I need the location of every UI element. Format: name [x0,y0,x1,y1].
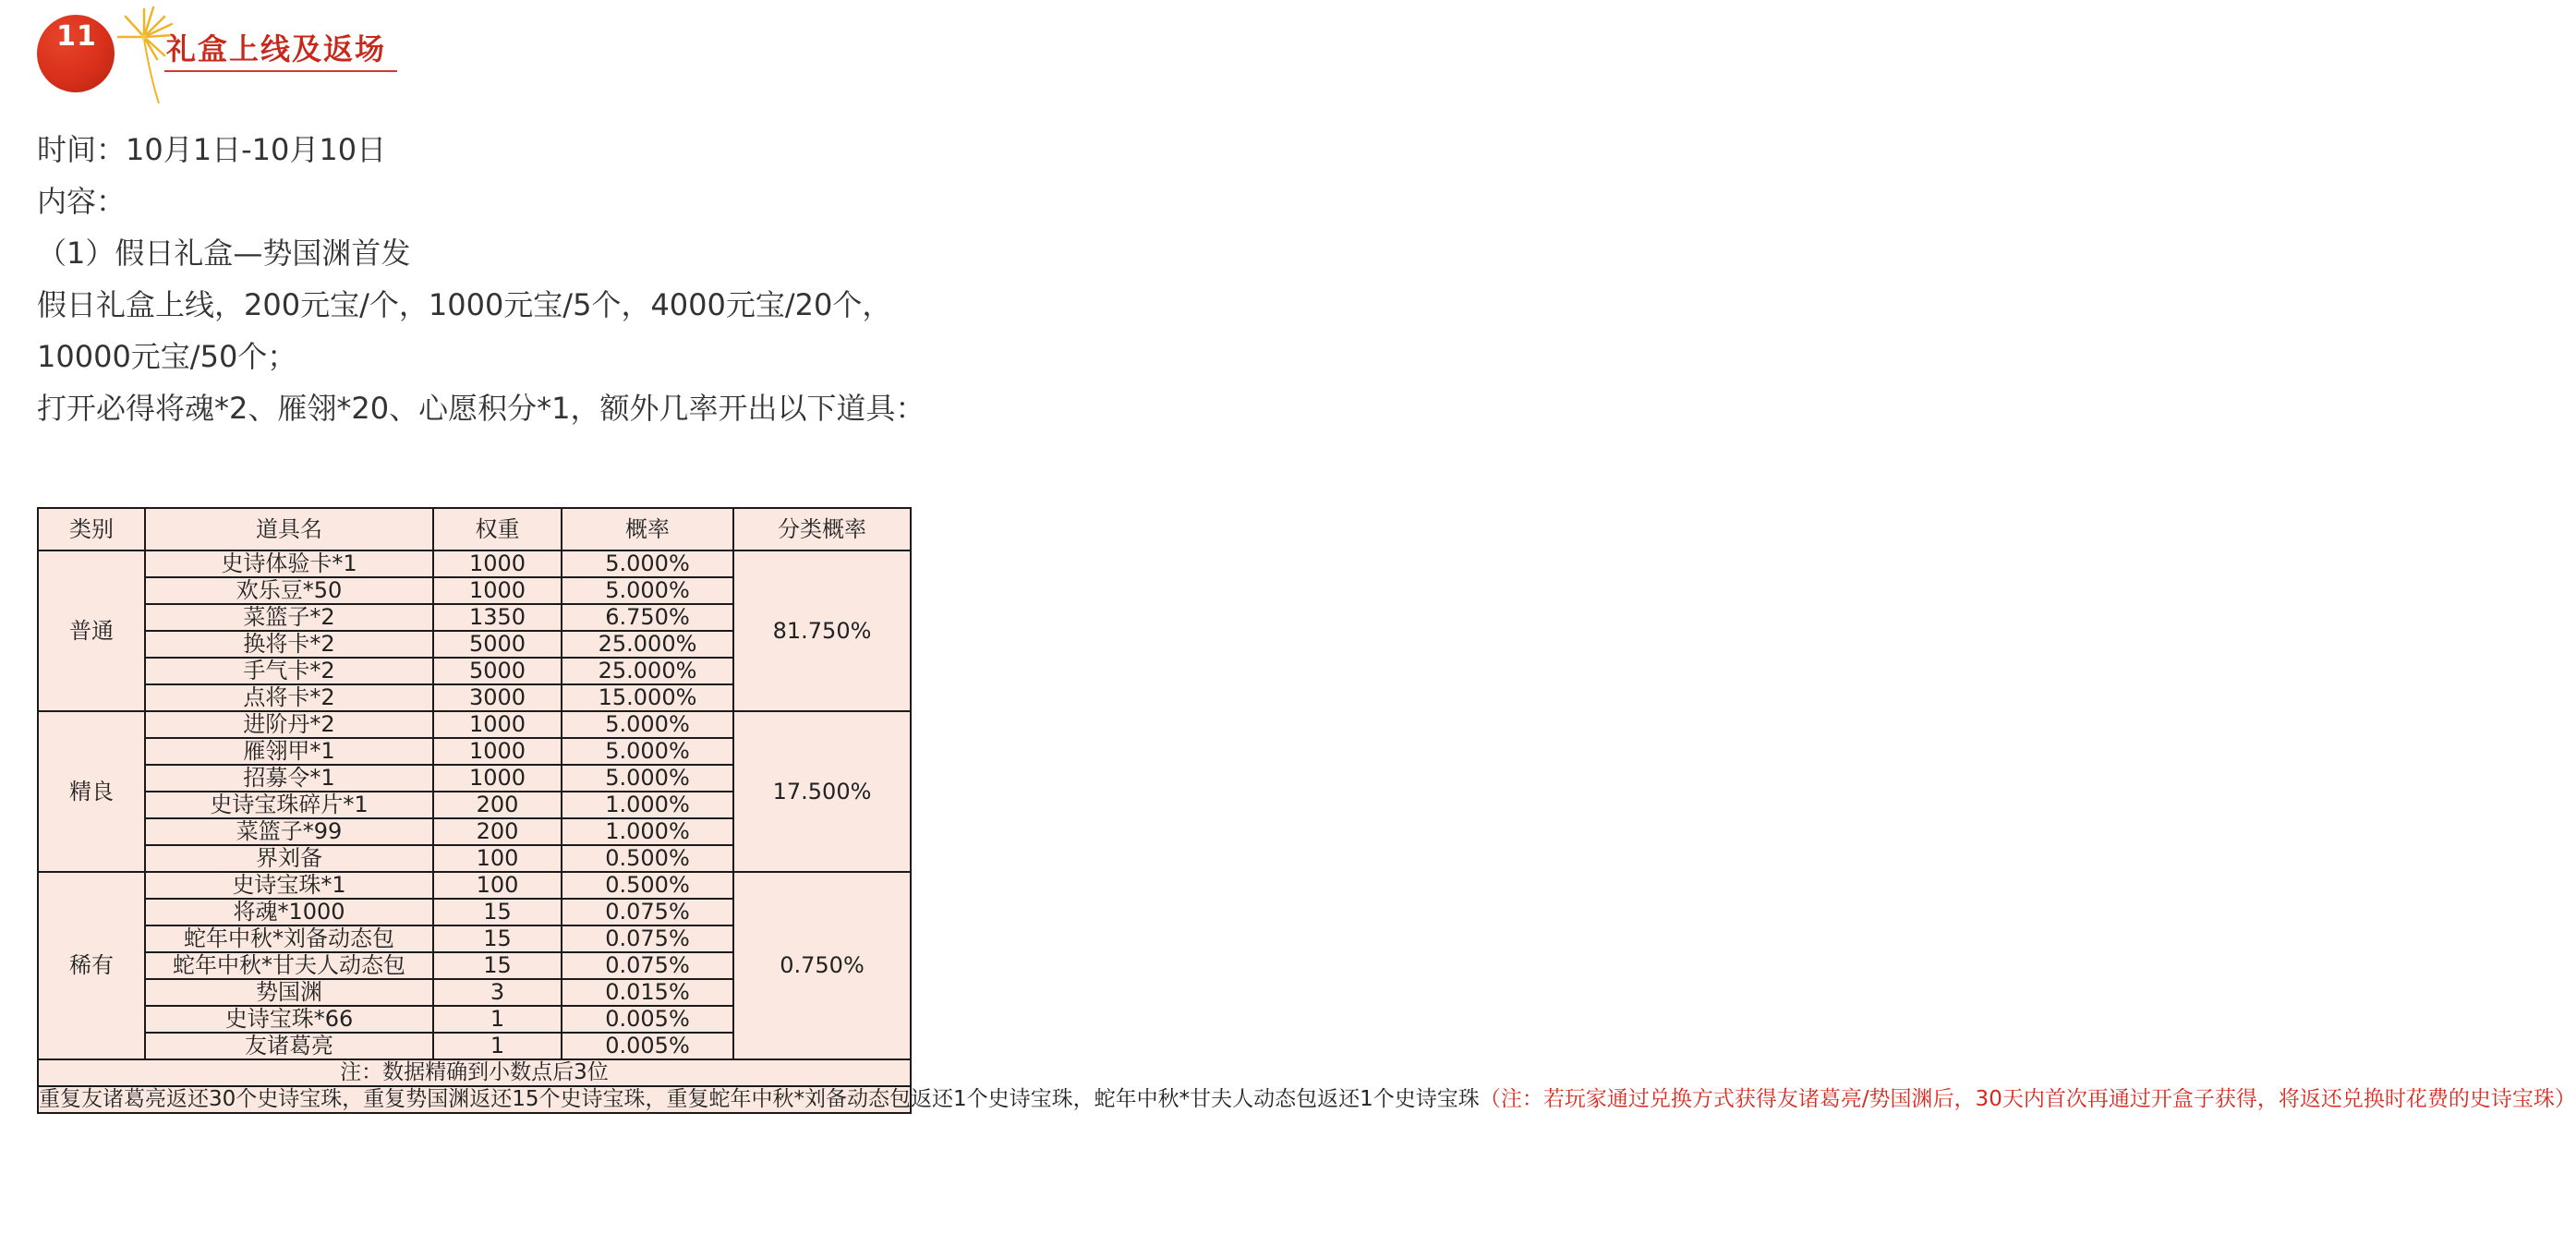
item-name: 点将卡*2 [145,684,433,711]
item-name: 蛇年中秋*刘备动态包 [145,925,433,952]
item-weight: 1000 [433,577,562,604]
item-rate: 5.000% [562,577,733,604]
table-row [38,711,911,738]
item-name: 史诗体验卡*1 [145,550,433,577]
item-name: 招募令*1 [145,765,433,792]
category-cell: 普通 [38,550,145,711]
item-name: 欢乐豆*50 [145,577,433,604]
table-row [38,550,911,577]
item-weight: 1000 [433,765,562,792]
category-rate-cell: 81.750% [733,550,911,711]
item-rate: 25.000% [562,658,733,684]
item-name: 进阶丹*2 [145,711,433,738]
item-rate: 25.000% [562,631,733,658]
table-note-row [38,1059,911,1086]
return-text: 重复友诸葛亮返还30个史诗宝珠，重复势国渊返还15个史诗宝珠，重复蛇年中秋*刘备动态包返还1个史诗宝珠，蛇年中秋*甘夫人动态包返还1个史诗宝珠 [39,1087,1480,1111]
item-weight: 1 [433,1033,562,1059]
item-rate: 1.000% [562,792,733,818]
table-row [38,872,911,899]
item-name: 将魂*1000 [145,899,433,925]
item-name: 史诗宝珠*1 [145,872,433,899]
item-rate: 5.000% [562,765,733,792]
item-rate: 0.005% [562,1033,733,1059]
item-name: 雁翎甲*1 [145,738,433,765]
header-rate: 概率 [562,508,733,550]
item-rate: 5.000% [562,550,733,577]
item-weight: 3 [433,979,562,1006]
category-rate-cell: 17.500% [733,711,911,872]
content-label: 内容： [37,184,127,219]
item-weight: 1000 [433,738,562,765]
section-title: 礼盒上线及返场 [166,31,387,67]
item-weight: 200 [433,792,562,818]
item-name: 界刘备 [145,845,433,872]
header-category-rate: 分类概率 [733,508,911,550]
item-weight: 1350 [433,604,562,631]
drop-rate-table-wrapper [37,507,2576,1114]
item-weight: 15 [433,925,562,952]
section-number: 11 [56,20,97,53]
item-weight: 3000 [433,684,562,711]
item-rate: 0.005% [562,1006,733,1033]
subsection-title: （1）假日礼盒—势国渊首发 [37,236,411,271]
item-weight: 100 [433,872,562,899]
item-weight: 5000 [433,631,562,658]
category-cell: 稀有 [38,872,145,1059]
item-rate: 5.000% [562,738,733,765]
item-rate: 6.750% [562,604,733,631]
table-return-row [38,1086,911,1113]
title-underline [164,70,397,72]
price-paragraph: 假日礼盒上线，200元宝/个，1000元宝/5个，4000元宝/20个，10000元宝/50个； [37,287,892,374]
item-weight: 1 [433,1006,562,1033]
return-rules [38,1086,2576,1113]
item-name: 史诗宝珠碎片*1 [145,792,433,818]
table-header-row [38,508,911,550]
reward-paragraph: 打开必得将魂*2、雁翎*20、心愿积分*1，额外几率开出以下道具： [37,391,925,426]
item-name: 菜篮子*99 [145,818,433,845]
item-rate: 0.015% [562,979,733,1006]
item-name: 友诸葛亮 [145,1033,433,1059]
item-name: 势国渊 [145,979,433,1006]
item-name: 蛇年中秋*甘夫人动态包 [145,952,433,979]
item-weight: 1000 [433,711,562,738]
event-description [37,124,937,434]
item-rate: 1.000% [562,818,733,845]
precision-note: 注：数据精确到小数点后3位 [38,1059,911,1086]
drop-rate-table [37,507,2576,1114]
item-rate: 0.075% [562,899,733,925]
item-weight: 5000 [433,658,562,684]
return-note: （注：若玩家通过兑换方式获得友诸葛亮/势国渊后，30天内首次再通过开盒子获得，将返还兑换时花费的史诗宝珠） [1479,1087,2576,1111]
item-rate: 5.000% [562,711,733,738]
category-cell: 精良 [38,711,145,872]
item-rate: 0.075% [562,925,733,952]
item-name: 手气卡*2 [145,658,433,684]
item-rate: 0.075% [562,952,733,979]
item-rate: 15.000% [562,684,733,711]
item-weight: 15 [433,899,562,925]
item-rate: 0.500% [562,872,733,899]
section-header [35,7,423,100]
item-name: 菜篮子*2 [145,604,433,631]
category-rate-cell: 0.750% [733,872,911,1059]
item-rate: 0.500% [562,845,733,872]
header-item-name: 道具名 [145,508,433,550]
item-name: 史诗宝珠*66 [145,1006,433,1033]
item-weight: 200 [433,818,562,845]
header-category: 类别 [38,508,145,550]
item-weight: 1000 [433,550,562,577]
header-weight: 权重 [433,508,562,550]
item-name: 换将卡*2 [145,631,433,658]
item-weight: 15 [433,952,562,979]
item-weight: 100 [433,845,562,872]
event-time: 时间：10月1日-10月10日 [37,132,387,167]
